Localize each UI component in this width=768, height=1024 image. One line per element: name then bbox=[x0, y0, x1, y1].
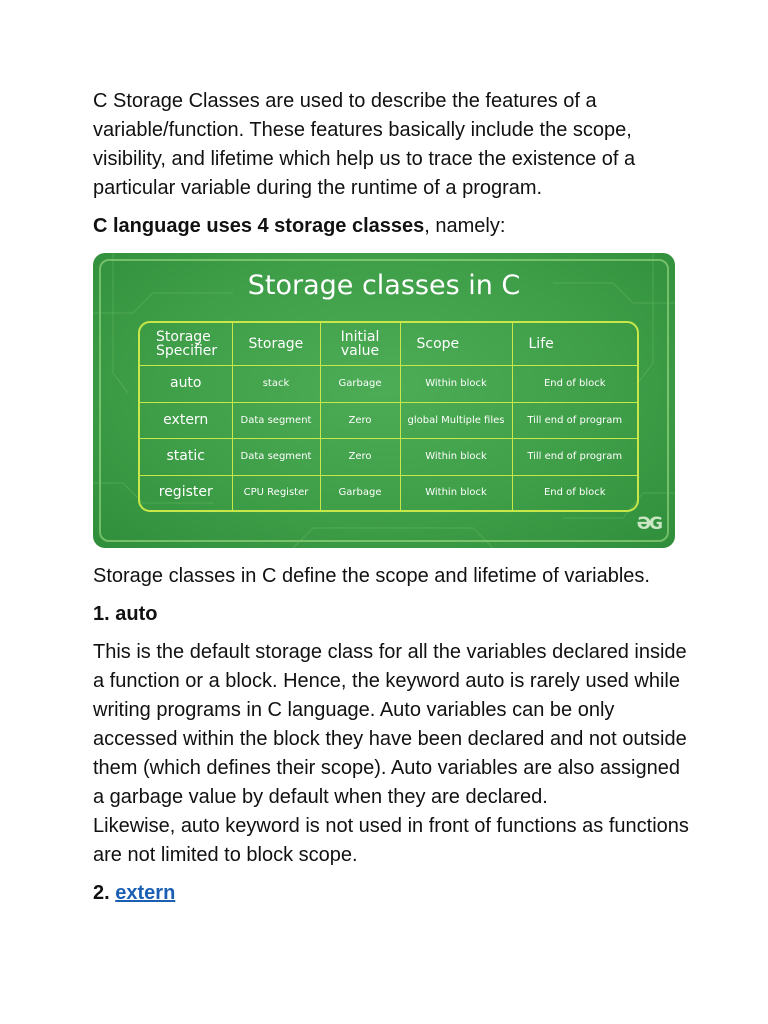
extern-link[interactable]: extern bbox=[115, 882, 176, 904]
lead-rest: , namely: bbox=[424, 215, 506, 237]
intro-paragraph: C Storage Classes are used to describe the features of a variable/function. These features basically include the scope, visibility, and lifetime which help us to trace the existence of a particular variable during the runtime of a program. bbox=[93, 90, 636, 199]
table-header-row bbox=[140, 323, 637, 366]
figure-title: Storage classes in C bbox=[247, 270, 521, 301]
table-row bbox=[140, 475, 637, 510]
lead-paragraph bbox=[93, 212, 693, 241]
table-row bbox=[140, 402, 637, 439]
figure-caption: Storage classes in C define the scope and lifetime of variables. bbox=[93, 565, 650, 587]
storage-classes-figure bbox=[93, 253, 675, 548]
storage-table-wrapper bbox=[138, 321, 639, 512]
section-number: 2. bbox=[93, 882, 116, 904]
geeksforgeeks-logo-icon: ƏG bbox=[636, 514, 661, 534]
table-header-cell: Life bbox=[512, 323, 637, 366]
table-cell: Within block bbox=[400, 475, 512, 510]
table-cell: Zero bbox=[320, 439, 400, 476]
table-cell: End of block bbox=[512, 475, 637, 510]
table-cell: Zero bbox=[320, 402, 400, 439]
table-cell: Within block bbox=[400, 366, 512, 403]
table-cell: Data segment bbox=[232, 402, 320, 439]
section-heading-auto: 1. auto bbox=[93, 603, 158, 625]
table-cell: CPU Register bbox=[232, 475, 320, 510]
section-heading-extern bbox=[93, 879, 693, 908]
table-cell: Data segment bbox=[232, 439, 320, 476]
table-header-cell: Scope bbox=[400, 323, 512, 366]
table-cell: stack bbox=[232, 366, 320, 403]
table-header-cell: Initial value bbox=[320, 323, 400, 366]
table-cell: Till end of program bbox=[512, 402, 637, 439]
table-cell: static bbox=[140, 439, 232, 476]
table-row bbox=[140, 439, 637, 476]
table-cell: Garbage bbox=[320, 366, 400, 403]
table-header-cell: Storage Specifier bbox=[140, 323, 232, 366]
table-cell: register bbox=[140, 475, 232, 510]
table-cell: End of block bbox=[512, 366, 637, 403]
table-row bbox=[140, 366, 637, 403]
auto-paragraph-2: Likewise, auto keyword is not used in front of functions as functions are not limited to block scope. bbox=[93, 815, 689, 866]
storage-classes-table bbox=[140, 323, 637, 510]
lead-bold: C language uses 4 storage classes bbox=[93, 215, 425, 237]
auto-paragraph: This is the default storage class for all the variables declared inside a function or a block. Hence, the keyword auto is rarely used while writing programs in C language. Auto variables can be only accessed within the block they have been declared and not outside them (which defines their scope). Auto variables are also assigned a garbage value by default when they are declared. bbox=[93, 641, 687, 808]
table-cell: Till end of program bbox=[512, 439, 637, 476]
table-cell: Garbage bbox=[320, 475, 400, 510]
document-content bbox=[93, 87, 693, 917]
table-cell: Within block bbox=[400, 439, 512, 476]
table-cell: extern bbox=[140, 402, 232, 439]
table-cell: global Multiple files bbox=[400, 402, 512, 439]
table-header-cell: Storage bbox=[232, 323, 320, 366]
table-cell: auto bbox=[140, 366, 232, 403]
